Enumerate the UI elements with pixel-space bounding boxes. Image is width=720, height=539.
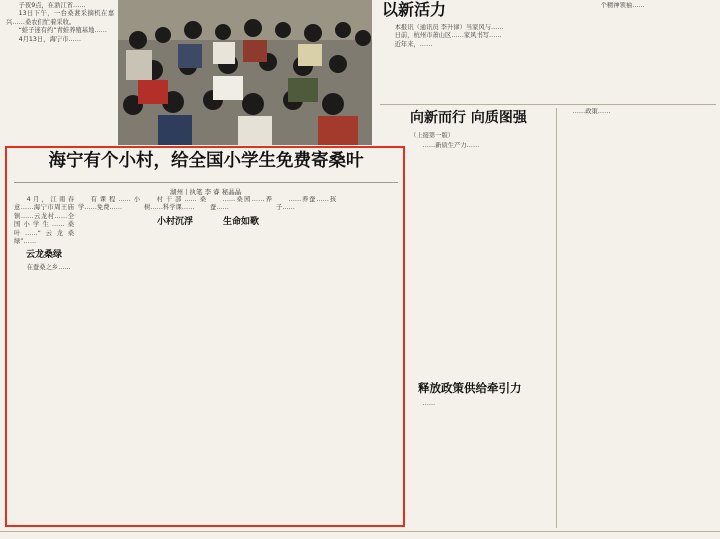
- crowd-photo-illustration: [118, 0, 372, 145]
- paragraph: ……桑园……养蚕……: [210, 196, 272, 212]
- paragraph: 村干部……桑树……科学课……: [144, 196, 206, 212]
- paragraph: 近年来，……: [394, 40, 433, 48]
- article-column-1: [14, 196, 74, 526]
- byline: 湖州丨执笔 李 睿 秘晶晶: [170, 188, 242, 196]
- page-bottom-rule: [0, 531, 720, 532]
- article-column-2: [78, 196, 140, 526]
- paragraph: 13日下午，一台桑葚采摘机在嘉兴……桑农们忙着采收。: [6, 10, 114, 26]
- right-headline-1: 向新而行 向质图强: [410, 110, 527, 126]
- article-column-5: [276, 196, 336, 526]
- article-column-4: [210, 196, 272, 526]
- top-right-header: 以新活力: [382, 0, 447, 19]
- paragraph: 4月，江南春意……海宁市周王庙镇……云龙村……全国小学生……桑叶……“云龙桑绿”……: [14, 196, 74, 246]
- right-headline-2: 释放政策供给牵引力: [418, 381, 522, 395]
- paragraph: 4月13日，海宁市……: [18, 35, 81, 43]
- subhead-life: 生命如歌: [222, 216, 259, 227]
- paragraph: ……养蚕……孩子……: [276, 196, 336, 212]
- paragraph: ……: [422, 400, 436, 407]
- paragraph: “蛙子迷有约”青蛙养殖基地……: [18, 27, 107, 35]
- paragraph: 子夜9点，在浙江省……: [18, 2, 86, 9]
- article-column-3: [144, 196, 206, 526]
- column-divider: [556, 108, 557, 528]
- main-headline: 海宁有个小村，给全国小学生免费寄桑叶: [48, 151, 364, 171]
- section-divider: [380, 104, 716, 105]
- top-right-article-col2: [588, 2, 716, 106]
- paragraph: 日前，杭州市萧山区……家风书写……: [394, 32, 502, 40]
- subhead-village: 小村沉浮: [156, 216, 193, 227]
- paragraph: 在蚕桑之乡……: [26, 264, 71, 272]
- paragraph: 个精神领袖……: [600, 2, 645, 9]
- article-column-6: [340, 196, 398, 526]
- paragraph: 本报讯（通讯员 李升律）当家风与……: [394, 24, 504, 31]
- right-column-text-2: [560, 108, 712, 528]
- subhead-yunlong: 云龙桑绿: [25, 250, 62, 261]
- top-right-article: [382, 24, 582, 106]
- right-column-text: [410, 142, 552, 377]
- right-source-line: （上接第一版）: [410, 132, 455, 139]
- paragraph: ……政策……: [572, 108, 611, 115]
- news-photo: [118, 0, 372, 145]
- headline-rule: [14, 182, 398, 183]
- paragraph: ……新质生产力……: [422, 142, 480, 149]
- top-left-article: [6, 2, 114, 142]
- paragraph: 有课程……小学……免费……: [78, 196, 140, 212]
- right-column-text-3: [410, 400, 552, 528]
